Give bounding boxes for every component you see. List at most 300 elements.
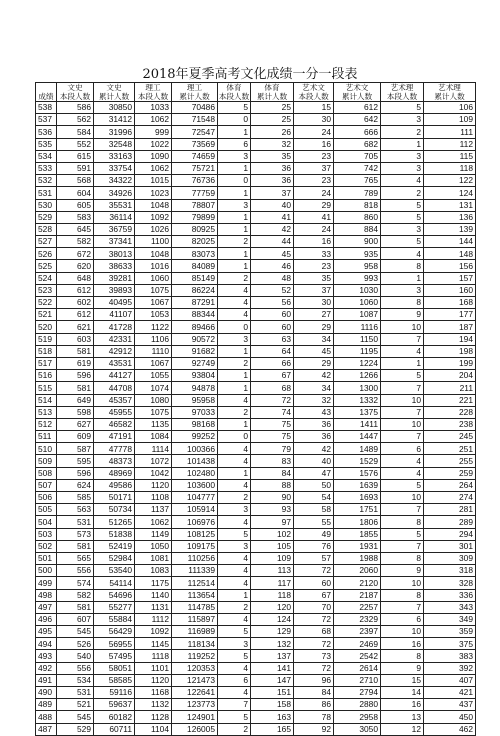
column-header-group: 艺术文 <box>345 83 369 92</box>
column-header <box>334 83 381 102</box>
count-cell: 29 <box>294 357 334 369</box>
count-cell: 1075 <box>135 284 172 296</box>
column-header-group: 艺术理 <box>438 83 461 92</box>
count-cell: 88 <box>251 479 294 491</box>
count-cell: 2 <box>381 126 424 138</box>
count-cell: 603 <box>57 333 94 345</box>
count-cell: 607 <box>57 613 94 625</box>
count-cell: 4 <box>218 516 251 528</box>
count-cell: 1 <box>218 187 251 199</box>
count-cell: 16 <box>294 138 334 150</box>
count-cell: 1447 <box>334 431 381 443</box>
column-header <box>294 83 334 102</box>
count-cell: 6 <box>218 138 251 150</box>
table-row <box>36 662 476 674</box>
count-cell: 359 <box>424 626 476 638</box>
count-cell: 1 <box>381 272 424 284</box>
count-cell: 120 <box>251 601 294 613</box>
count-cell: 1090 <box>135 150 172 162</box>
count-cell: 1576 <box>334 467 381 479</box>
count-cell: 1751 <box>334 504 381 516</box>
count-cell: 2060 <box>334 565 381 577</box>
count-cell: 1175 <box>135 577 172 589</box>
count-cell: 392 <box>424 662 476 674</box>
count-cell: 12 <box>381 723 424 735</box>
count-cell: 375 <box>424 638 476 650</box>
count-cell: 999 <box>135 126 172 138</box>
count-cell: 2542 <box>334 650 381 662</box>
table-row <box>36 479 476 491</box>
score-cell: 487 <box>36 723 57 735</box>
count-cell: 5 <box>218 102 251 114</box>
score-cell: 490 <box>36 687 57 699</box>
count-cell: 642 <box>334 114 381 126</box>
count-cell: 7 <box>381 382 424 394</box>
count-cell: 56955 <box>94 638 135 650</box>
count-cell: 15 <box>381 674 424 686</box>
column-header <box>172 83 218 102</box>
count-cell: 585 <box>57 492 94 504</box>
score-cell: 499 <box>36 577 57 589</box>
count-cell: 1 <box>218 345 251 357</box>
table-row <box>36 418 476 430</box>
count-cell: 568 <box>57 175 94 187</box>
table-row <box>36 333 476 345</box>
count-cell: 1042 <box>135 467 172 479</box>
table-row <box>36 102 476 114</box>
table-row <box>36 504 476 516</box>
count-cell: 15 <box>294 102 334 114</box>
column-header-label: 本段人数 <box>218 92 250 101</box>
column-header-group: 理工 <box>186 83 203 92</box>
count-cell: 2187 <box>334 589 381 601</box>
count-cell: 294 <box>424 528 476 540</box>
count-cell: 1067 <box>135 297 172 309</box>
count-cell: 605 <box>57 199 94 211</box>
score-cell: 511 <box>36 431 57 443</box>
count-cell: 4 <box>218 577 251 589</box>
count-cell: 529 <box>57 723 94 735</box>
column-header-label: 本段人数 <box>298 92 329 101</box>
count-cell: 86 <box>294 699 334 711</box>
count-cell: 1060 <box>135 272 172 284</box>
count-cell: 1026 <box>135 223 172 235</box>
score-cell: 533 <box>36 162 57 174</box>
count-cell: 1149 <box>135 528 172 540</box>
count-cell: 596 <box>57 370 94 382</box>
table-row <box>36 260 476 272</box>
count-cell: 0 <box>218 114 251 126</box>
column-header <box>57 83 94 102</box>
score-cell: 520 <box>36 321 57 333</box>
count-cell: 109175 <box>172 540 218 552</box>
count-cell: 57 <box>294 552 334 564</box>
count-cell: 123773 <box>172 699 218 711</box>
score-cell: 517 <box>36 357 57 369</box>
count-cell: 574 <box>57 577 94 589</box>
count-cell: 10 <box>381 418 424 430</box>
count-cell: 2397 <box>334 626 381 638</box>
count-cell: 3 <box>218 333 251 345</box>
column-header-label: 累计人数 <box>434 92 465 101</box>
column-header-label: 累计人数 <box>256 92 288 101</box>
count-cell: 596 <box>57 467 94 479</box>
count-cell: 7 <box>381 504 424 516</box>
count-cell: 1110 <box>135 345 172 357</box>
column-header-group: 艺术理 <box>390 83 414 92</box>
table-row <box>36 577 476 589</box>
count-cell: 32548 <box>94 138 135 150</box>
count-cell: 7 <box>218 699 251 711</box>
score-cell: 514 <box>36 394 57 406</box>
count-cell: 88344 <box>172 309 218 321</box>
count-cell: 44127 <box>94 370 135 382</box>
count-cell: 289 <box>424 516 476 528</box>
count-cell: 98168 <box>172 418 218 430</box>
count-cell: 9 <box>381 309 424 321</box>
count-cell: 2 <box>218 236 251 248</box>
count-cell: 563 <box>57 504 94 516</box>
count-cell: 151 <box>251 687 294 699</box>
count-cell: 34 <box>294 333 334 345</box>
count-cell: 742 <box>334 162 381 174</box>
count-cell: 112514 <box>172 577 218 589</box>
score-cell: 532 <box>36 175 57 187</box>
column-header <box>381 83 424 102</box>
count-cell: 935 <box>334 248 381 260</box>
count-cell: 83073 <box>172 248 218 260</box>
count-cell: 39281 <box>94 272 135 284</box>
column-header <box>424 83 476 102</box>
score-cell: 504 <box>36 516 57 528</box>
count-cell: 111339 <box>172 565 218 577</box>
count-cell: 25 <box>251 102 294 114</box>
table-row <box>36 370 476 382</box>
count-cell: 32 <box>251 138 294 150</box>
count-cell: 211 <box>424 382 476 394</box>
count-cell: 1300 <box>334 382 381 394</box>
count-cell: 72 <box>294 565 334 577</box>
table-row <box>36 345 476 357</box>
count-cell: 51838 <box>94 528 135 540</box>
count-cell: 1 <box>218 382 251 394</box>
table-row <box>36 211 476 223</box>
count-cell: 10 <box>381 321 424 333</box>
count-cell: 672 <box>57 248 94 260</box>
count-cell: 281 <box>424 504 476 516</box>
count-cell: 1015 <box>135 175 172 187</box>
count-cell: 103600 <box>172 479 218 491</box>
score-cell: 507 <box>36 479 57 491</box>
count-cell: 2469 <box>334 638 381 650</box>
count-cell: 624 <box>57 479 94 491</box>
count-cell: 1083 <box>135 565 172 577</box>
count-cell: 531 <box>57 516 94 528</box>
count-cell: 993 <box>334 272 381 284</box>
count-cell: 97033 <box>172 406 218 418</box>
table-row <box>36 406 476 418</box>
column-header-group: 文史 <box>67 83 83 92</box>
count-cell: 118 <box>251 589 294 601</box>
count-cell: 1411 <box>334 418 381 430</box>
column-header-label: 本段人数 <box>137 92 169 101</box>
count-cell: 604 <box>57 187 94 199</box>
count-cell: 545 <box>57 711 94 723</box>
column-header <box>135 83 172 102</box>
count-cell: 1084 <box>135 431 172 443</box>
count-cell: 131 <box>424 199 476 211</box>
count-cell: 102480 <box>172 467 218 479</box>
count-cell: 5 <box>218 711 251 723</box>
table-row <box>36 613 476 625</box>
count-cell: 58585 <box>94 674 135 686</box>
table-row <box>36 126 476 138</box>
count-cell: 1375 <box>334 406 381 418</box>
count-cell: 1081 <box>135 552 172 564</box>
count-cell: 16 <box>294 236 334 248</box>
count-cell: 1 <box>218 467 251 479</box>
count-cell: 1060 <box>334 297 381 309</box>
score-cell: 509 <box>36 455 57 467</box>
count-cell: 1 <box>381 357 424 369</box>
count-cell: 1053 <box>135 309 172 321</box>
count-cell: 67 <box>294 589 334 601</box>
count-cell: 100366 <box>172 443 218 455</box>
table-row <box>36 699 476 711</box>
count-cell: 1114 <box>135 443 172 455</box>
count-cell: 105 <box>251 540 294 552</box>
score-cell: 534 <box>36 150 57 162</box>
count-cell: 860 <box>334 211 381 223</box>
table-row <box>36 674 476 686</box>
count-cell: 41 <box>294 211 334 223</box>
count-cell: 1693 <box>334 492 381 504</box>
count-cell: 645 <box>57 223 94 235</box>
count-cell: 221 <box>424 394 476 406</box>
count-cell: 1931 <box>334 540 381 552</box>
count-cell: 105914 <box>172 504 218 516</box>
count-cell: 36 <box>251 162 294 174</box>
column-header-label: 累计人数 <box>341 92 373 101</box>
count-cell: 84089 <box>172 260 218 272</box>
count-cell: 9 <box>381 565 424 577</box>
count-cell: 85149 <box>172 272 218 284</box>
count-cell: 121473 <box>172 674 218 686</box>
column-header-group: 文史 <box>106 83 122 92</box>
count-cell: 1120 <box>135 674 172 686</box>
count-cell: 259 <box>424 467 476 479</box>
count-cell: 584 <box>57 126 94 138</box>
count-cell: 1022 <box>135 138 172 150</box>
count-cell: 60711 <box>94 723 135 735</box>
count-cell: 526 <box>57 638 94 650</box>
count-cell: 32 <box>294 394 334 406</box>
count-cell: 4 <box>218 479 251 491</box>
count-cell: 50171 <box>94 492 135 504</box>
table-body <box>36 102 476 736</box>
count-cell: 66 <box>251 357 294 369</box>
table-row <box>36 236 476 248</box>
count-cell: 2 <box>218 492 251 504</box>
count-cell: 30 <box>294 114 334 126</box>
count-cell: 583 <box>57 211 94 223</box>
count-cell: 3 <box>381 223 424 235</box>
count-cell: 124901 <box>172 711 218 723</box>
count-cell: 59116 <box>94 687 135 699</box>
count-cell: 115 <box>424 150 476 162</box>
count-cell: 35531 <box>94 199 135 211</box>
count-cell: 8 <box>381 297 424 309</box>
table-row <box>36 492 476 504</box>
count-cell: 118134 <box>172 638 218 650</box>
count-cell: 4 <box>218 552 251 564</box>
score-cell: 523 <box>36 284 57 296</box>
count-cell: 1108 <box>135 492 172 504</box>
count-cell: 82025 <box>172 236 218 248</box>
count-cell: 115897 <box>172 613 218 625</box>
count-cell: 545 <box>57 626 94 638</box>
count-cell: 73569 <box>172 138 218 150</box>
score-cell: 516 <box>36 370 57 382</box>
count-cell: 37341 <box>94 236 135 248</box>
count-cell: 602 <box>57 297 94 309</box>
count-cell: 54 <box>294 492 334 504</box>
count-cell: 72 <box>294 613 334 625</box>
column-header-group: 艺术文 <box>302 83 325 92</box>
table-row <box>36 382 476 394</box>
count-cell: 36759 <box>94 223 135 235</box>
count-cell: 1075 <box>135 406 172 418</box>
count-cell: 24 <box>294 187 334 199</box>
table-row <box>36 309 476 321</box>
count-cell: 37 <box>294 284 334 296</box>
count-cell: 47778 <box>94 443 135 455</box>
count-cell: 4 <box>218 443 251 455</box>
table-row <box>36 114 476 126</box>
score-cell: 492 <box>36 662 57 674</box>
count-cell: 4 <box>218 565 251 577</box>
count-cell: 587 <box>57 443 94 455</box>
count-cell: 7 <box>381 406 424 418</box>
column-header <box>94 83 135 102</box>
table-row <box>36 455 476 467</box>
score-cell: 527 <box>36 236 57 248</box>
count-cell: 2 <box>218 272 251 284</box>
count-cell: 104777 <box>172 492 218 504</box>
count-cell: 238 <box>424 418 476 430</box>
count-cell: 163 <box>251 711 294 723</box>
count-cell: 204 <box>424 370 476 382</box>
count-cell: 111 <box>424 126 476 138</box>
count-cell: 27 <box>294 309 334 321</box>
count-cell: 52 <box>251 284 294 296</box>
count-cell: 60182 <box>94 711 135 723</box>
count-cell: 109 <box>251 552 294 564</box>
count-cell: 47191 <box>94 431 135 443</box>
count-cell: 1529 <box>334 455 381 467</box>
count-cell: 158 <box>251 699 294 711</box>
count-cell: 1195 <box>334 345 381 357</box>
count-cell: 119252 <box>172 650 218 662</box>
count-cell: 343 <box>424 601 476 613</box>
count-cell: 2 <box>218 723 251 735</box>
count-cell: 0 <box>218 431 251 443</box>
score-cell: 491 <box>36 674 57 686</box>
count-cell: 54114 <box>94 577 135 589</box>
count-cell: 4 <box>218 687 251 699</box>
count-cell: 137 <box>251 650 294 662</box>
count-cell: 10 <box>381 492 424 504</box>
count-cell: 5 <box>218 626 251 638</box>
score-cell: 495 <box>36 626 57 638</box>
count-cell: 1092 <box>135 626 172 638</box>
count-cell: 251 <box>424 443 476 455</box>
count-cell: 136 <box>424 211 476 223</box>
score-cell: 488 <box>36 711 57 723</box>
count-cell: 60 <box>251 309 294 321</box>
count-cell: 1092 <box>135 211 172 223</box>
table-row <box>36 589 476 601</box>
count-cell: 765 <box>334 175 381 187</box>
count-cell: 2329 <box>334 613 381 625</box>
score-cell: 510 <box>36 443 57 455</box>
count-cell: 1080 <box>135 394 172 406</box>
count-cell: 1072 <box>135 455 172 467</box>
count-cell: 1 <box>218 418 251 430</box>
count-cell: 6 <box>381 443 424 455</box>
count-cell: 97 <box>251 516 294 528</box>
count-cell: 41107 <box>94 309 135 321</box>
count-cell: 5 <box>381 370 424 382</box>
count-cell: 84 <box>251 467 294 479</box>
count-cell: 581 <box>57 382 94 394</box>
table-row <box>36 650 476 662</box>
count-cell: 48373 <box>94 455 135 467</box>
count-cell: 1062 <box>135 516 172 528</box>
count-cell: 101438 <box>172 455 218 467</box>
count-cell: 1087 <box>334 309 381 321</box>
table-row <box>36 284 476 296</box>
count-cell: 29 <box>294 321 334 333</box>
score-cell: 502 <box>36 540 57 552</box>
count-cell: 4 <box>218 284 251 296</box>
count-cell: 4 <box>218 297 251 309</box>
count-cell: 619 <box>57 357 94 369</box>
count-cell: 556 <box>57 662 94 674</box>
count-cell: 45955 <box>94 406 135 418</box>
count-cell: 10 <box>381 577 424 589</box>
count-cell: 1120 <box>135 479 172 491</box>
table-row <box>36 711 476 723</box>
score-cell: 512 <box>36 418 57 430</box>
count-cell: 595 <box>57 455 94 467</box>
count-cell: 245 <box>424 431 476 443</box>
count-cell: 818 <box>334 199 381 211</box>
score-cell: 531 <box>36 187 57 199</box>
count-cell: 1224 <box>334 357 381 369</box>
count-cell: 50734 <box>94 504 135 516</box>
count-cell: 1131 <box>135 601 172 613</box>
count-cell: 92 <box>294 723 334 735</box>
count-cell: 41728 <box>94 321 135 333</box>
count-cell: 349 <box>424 613 476 625</box>
count-cell: 552 <box>57 138 94 150</box>
count-cell: 198 <box>424 345 476 357</box>
count-cell: 1 <box>218 589 251 601</box>
count-cell: 582 <box>57 236 94 248</box>
count-cell: 42 <box>294 443 334 455</box>
count-cell: 0 <box>218 175 251 187</box>
